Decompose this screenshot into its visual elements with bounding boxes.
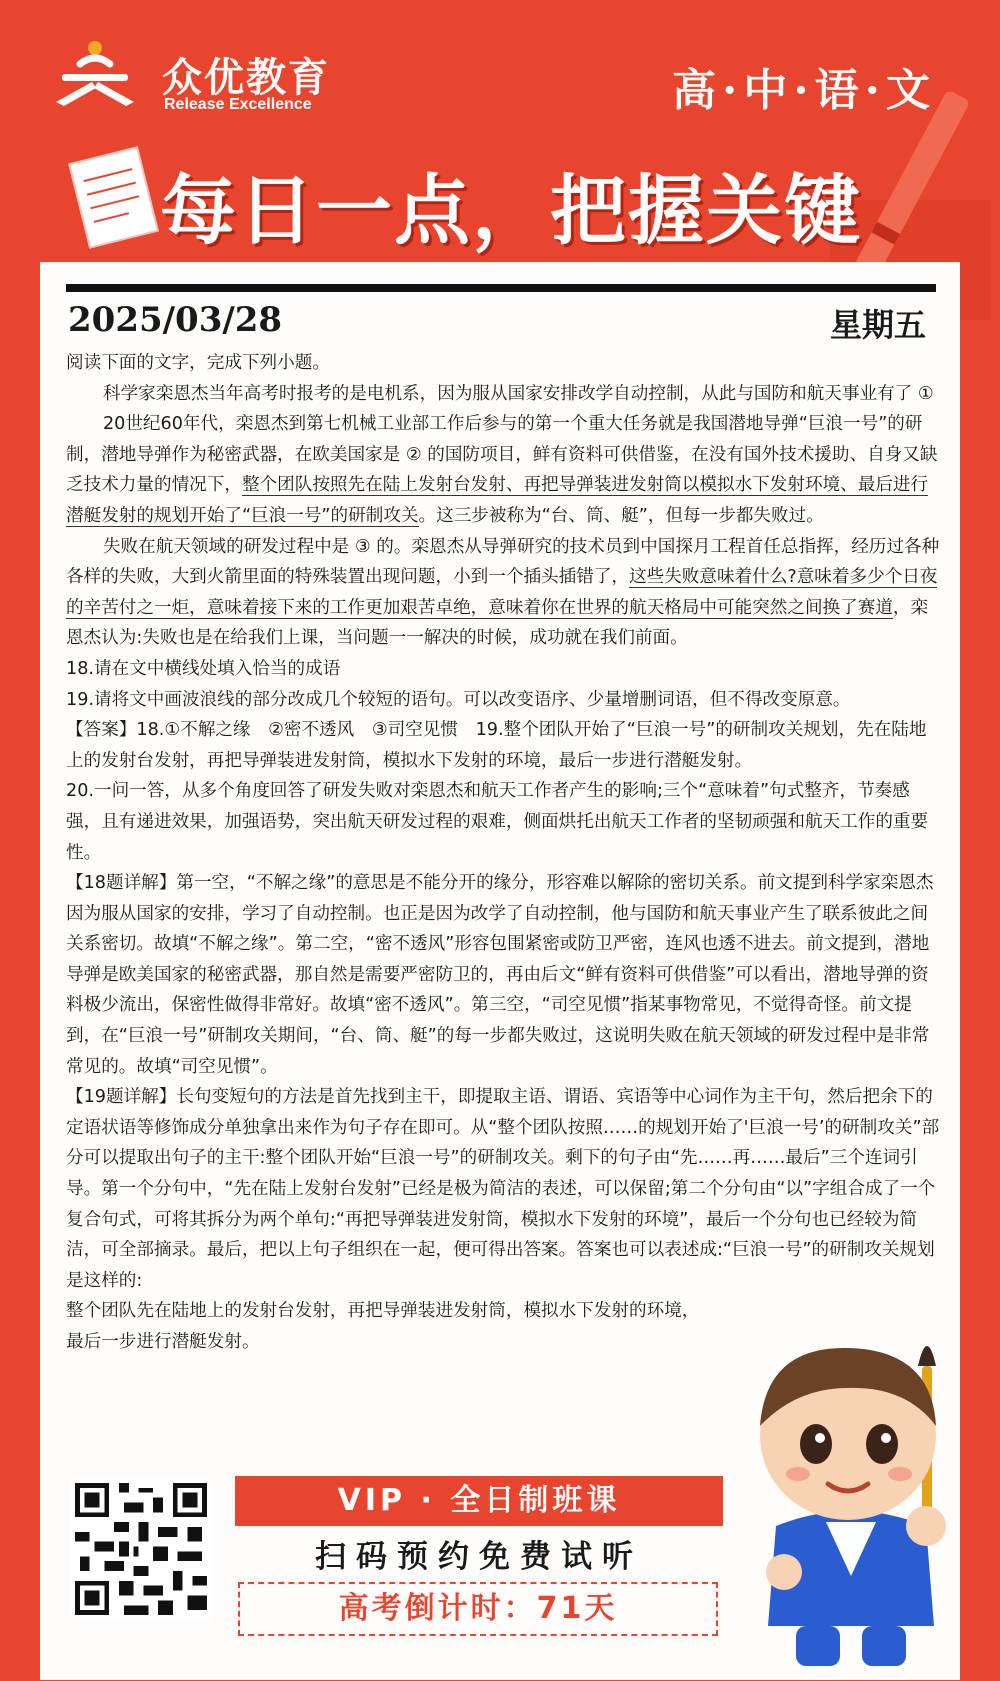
wavy-underlined-sentence: 整个团队按照先在陆上发射台发射、再把导弹装进发射筒以模拟水下发射环境、最后进行潜艇发射的规划开始了“巨浪一号”的研制攻关	[66, 475, 929, 526]
explanation-19-end: 最后一步进行潜艇发射。	[66, 1332, 260, 1352]
explanation-19: 【19题详解】长句变短句的方法是首先找到主干，即提取主语、谓语、宾语等中心词作为主干句，然后把余下的定语状语等修饰成分单独拿出来作为句子存在即可。从“整个团队按照……的规划开始了'巨浪一号’的研制攻关”部分可以提取出句子的主干:整个团队开始“巨浪一号”的研制攻关。剩下的句子由“先……再……最后”三个连词引导。第一个分句中，“先在陆上发射台发射”已经是极为简洁的表述，可以保留;第二个分句由“以”字组合成了一个复合句式，可将其拆分为两个单句:“再把导弹装进发射筒，模拟水下发射的环境”，最后一个分句也已经较为简洁，可全部摘录。最后，把以上句子组织在一起，便可得出答案。答案也可以表述成:“巨浪一号”的研制攻关规划是这样的:	[66, 1087, 940, 1291]
subject-tag: 高·中·语·文	[672, 65, 936, 116]
top-rule-divider	[66, 284, 936, 292]
answer-block: 【答案】18.①不解之缘 ②密不透风 ③司空见惯 19.整个团队开始了“巨浪一号”的研制攻关规划，先在陆地上的发射台发射，再把导弹装进发射筒，模拟水下发射的环境，最后一步进行潜艇发射。	[66, 720, 927, 771]
passage-text: 失败在航天领域的研发过程中是 ③ 的。栾恩杰从导弹研究的技术员到中国探月工程首任总指挥，经历过各种各样的失败，大到火箭里面的特殊装置出现问题，小到一个插头插错了，	[66, 536, 940, 588]
date-label: 2025/03/28	[68, 300, 283, 340]
page-slogan: 每日一点，把握关键	[160, 166, 862, 255]
passage-text: ，栾恩杰认为:失败也是在给我们上课，当问题一一解决的时候，成功就在我们前面。	[66, 597, 929, 649]
exam-paper-icon	[60, 140, 170, 250]
question-18: 18.请在文中横线处填入恰当的成语	[66, 658, 341, 679]
passage-paragraph-1: 科学家栾恩杰当年高考时报考的是电机系，因为服从国家安排改学自动控制，从此与国防和航天事业有了 ①	[102, 383, 934, 404]
brand-name: 众优教育	[162, 55, 330, 101]
brand-logo-icon	[52, 38, 138, 112]
explanation-19-tail: 整个团队先在陆地上的发射台发射，再把导弹装进发射筒，模拟水下发射的环境，	[66, 1301, 700, 1322]
instruction-text: 阅读下面的文字，完成下列小题。	[66, 353, 330, 373]
explanation-18: 【18题详解】第一空，“不解之缘”的意思是不能分开的缘分，形容难以解除的密切关系。前文提到科学家栾恩杰因为服从国家的安排，学习了自动控制。也正是因为改学了自动控制，他与国防和航天事业产生了联系彼此之间关系密切。故填“不解之缘”。第二空，“密不透风”形容包围紧密或防卫严密，连风也透不进去。前文提到，潜地导弹是欧美国家的秘密武器，那自然是需要严密防卫的，再由后文“鲜有资料可供借鉴”可以看出，潜地导弹的资料极少流出，保密性做得非常好。故填“密不透风”。第三空，“司空见惯”指某事物常见，不觉得奇怪。前文提到，在“巨浪一号”研制攻关期间，“台、筒、艇”的每一步都失败过，这说明失败在航天领域的研发过程中是非常常见的。故填“司空见惯”。	[66, 873, 934, 1077]
student-mascot-icon	[736, 1326, 966, 1676]
answer-20: 20.一问一答，从多个角度回答了研发失败对栾恩杰和航天工作者产生的影响;三个“意味着”句式整齐，节奏感强，且有递进效果，加强语势，突出航天研发过程的艰难，侧面烘托出航天工作者的坚韧顽强和航天工作的重要性。	[66, 781, 929, 863]
brand-subtitle: Release Excellence	[164, 96, 312, 113]
passage-paragraph-2	[66, 409, 940, 531]
passage-text: 。这三步被称为“台、筒、艇”，但每一步都失败过。	[418, 505, 824, 526]
weekday-label: 星期五	[829, 306, 926, 344]
qr-code-icon[interactable]	[70, 1478, 212, 1620]
scan-booking-text: 扫码预约免费试听	[315, 1539, 643, 1575]
exam-countdown: 高考倒计时：71天	[238, 1582, 718, 1636]
passage-text: 20世纪60年代，栾恩杰到第七机械工业部工作后参与的第一个重大任务就是我国潜地导弹“巨浪一号”的研制，潜地导弹作为秘密武器，在欧美国家是 ② 的国防项目，鲜有资料可供借鉴，在没有国外技术援助、自身又缺乏技术力量的情况下，	[66, 414, 938, 496]
article-body	[66, 348, 940, 1358]
vip-course-banner[interactable]: VIP · 全日制班课	[235, 1476, 723, 1526]
passage-paragraph-3	[66, 532, 940, 654]
question-19: 19.请将文中画波浪线的部分改成几个较短的语句。可以改变语序、少量增删词语，但不得改变原意。	[66, 689, 851, 710]
underlined-sentence: 这些失败意味着什么?意味着多少个日夜的辛苦付之一炬，意味着接下来的工作更加艰苦卓绝，意味着你在世界的航天格局中可能突然之间换了赛道	[66, 567, 938, 618]
